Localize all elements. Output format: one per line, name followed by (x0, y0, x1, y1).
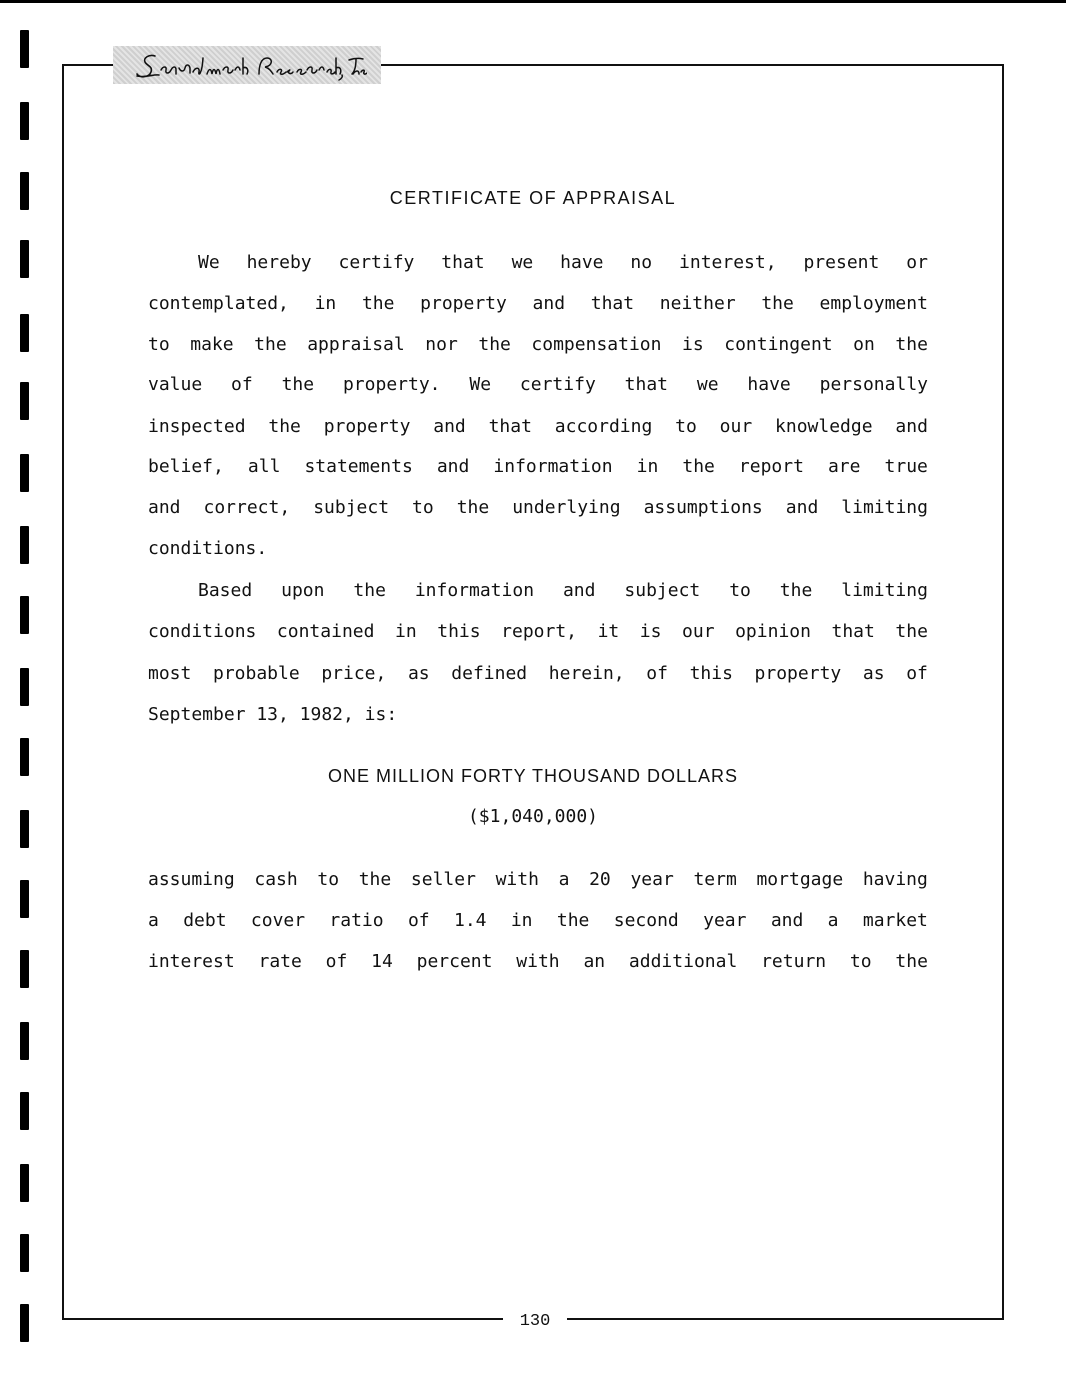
word: is: (364, 704, 398, 725)
word: contingent (724, 334, 833, 355)
word: we (511, 252, 534, 273)
word: and (433, 416, 466, 437)
text-line (148, 704, 928, 726)
appraised-value-figure: ($1,040,000) (467, 806, 599, 827)
top-edge-rule (0, 0, 1066, 3)
word: the (361, 293, 395, 314)
binding-mark (20, 314, 29, 352)
word: probable (212, 663, 300, 684)
word: certify (338, 252, 415, 273)
word: September (148, 704, 246, 725)
word: year (630, 869, 674, 890)
word: conditions (148, 621, 257, 642)
word: to (729, 580, 751, 601)
text-line (148, 293, 928, 315)
word: value (148, 374, 203, 395)
binding-mark (20, 1304, 29, 1342)
word: defined (451, 663, 528, 684)
word: second (613, 910, 679, 931)
word: as (407, 663, 430, 684)
word: We (198, 252, 220, 273)
word: the (268, 416, 301, 437)
word: with (516, 951, 560, 972)
word: year (703, 910, 747, 931)
word: the (895, 334, 928, 355)
word: have (560, 252, 604, 273)
word: a (148, 910, 159, 931)
word: and (532, 293, 566, 314)
word: a (827, 910, 839, 931)
word: interest (148, 951, 235, 972)
word: that (590, 293, 635, 314)
word: of (646, 663, 668, 684)
word: to (849, 951, 872, 972)
word: and (785, 497, 819, 518)
word: percent (416, 951, 493, 972)
word: correct, (203, 497, 291, 518)
word: is (682, 334, 704, 355)
text-line (148, 456, 928, 478)
word: belief, (148, 456, 224, 477)
word: the (779, 580, 813, 601)
word: conditions. (148, 538, 268, 559)
word: report, (501, 621, 578, 642)
word: true (884, 456, 928, 477)
word: and (562, 580, 596, 601)
word: of (231, 374, 253, 395)
word: price, (321, 663, 387, 684)
word: limiting (841, 580, 928, 601)
word: the (895, 951, 928, 972)
word: subject (313, 497, 390, 518)
text-line (148, 869, 928, 891)
word: information (414, 580, 535, 601)
word: appraisal (307, 334, 405, 355)
binding-mark (20, 240, 29, 278)
text-line (148, 334, 928, 356)
word: 20 (589, 869, 611, 890)
word: Based (198, 580, 253, 601)
word: the (281, 374, 315, 395)
word: underlying (512, 497, 621, 518)
word: this (437, 621, 481, 642)
word: personally (819, 374, 928, 395)
binding-mark (20, 382, 29, 420)
document-title: CERTIFICATE OF APPRAISAL (389, 188, 677, 208)
binding-mark (20, 1234, 29, 1272)
word: subject (624, 580, 701, 601)
binding-mark (20, 30, 29, 68)
word: in (395, 621, 417, 642)
word: and (770, 910, 804, 931)
word: or (906, 252, 928, 273)
word: contained (276, 621, 375, 642)
binding-mark (20, 1092, 29, 1130)
text-line (148, 951, 928, 973)
word: that (831, 621, 875, 642)
word: market (862, 910, 928, 931)
text-line (148, 416, 928, 438)
page-number: 130 (519, 1311, 551, 1331)
word: limiting (841, 497, 928, 518)
word: no (630, 252, 653, 273)
word: to (317, 869, 340, 890)
word: neither (659, 293, 736, 314)
word: our (719, 416, 753, 437)
word: and (148, 497, 181, 518)
text-line (148, 497, 928, 519)
word: to (148, 334, 170, 355)
word: property (754, 663, 842, 684)
word: that (488, 416, 532, 437)
word: to (675, 416, 697, 437)
text-line (148, 621, 928, 643)
word: 13, (256, 704, 289, 725)
binding-mark (20, 454, 29, 492)
binding-mark (20, 1164, 29, 1202)
binding-mark (20, 102, 29, 140)
word: inspected (148, 416, 246, 437)
word: cash (254, 869, 298, 890)
word: compensation (531, 334, 662, 355)
word: We (469, 374, 492, 395)
word: in (636, 456, 659, 477)
word: the (761, 293, 794, 314)
word: are (827, 456, 861, 477)
word: debt (183, 910, 227, 931)
word: a (558, 869, 570, 890)
word: that (624, 374, 668, 395)
word: information (493, 456, 613, 477)
word: opinion (735, 621, 811, 642)
word: to (412, 497, 434, 518)
word: the (556, 910, 590, 931)
word: of (906, 663, 928, 684)
word: have (747, 374, 791, 395)
text-line (198, 580, 928, 602)
word: the (358, 869, 392, 890)
word: assumptions (643, 497, 763, 518)
word: and (895, 416, 928, 437)
word: we (696, 374, 719, 395)
word: herein, (548, 663, 625, 684)
word: all (247, 456, 281, 477)
word: property (323, 416, 411, 437)
word: term (693, 869, 737, 890)
word: hereby (246, 252, 312, 273)
word: the (682, 456, 715, 477)
word: of (325, 951, 348, 972)
word: make (190, 334, 234, 355)
word: the (478, 334, 511, 355)
word: the (353, 580, 386, 601)
word: as (862, 663, 885, 684)
word: property. (342, 374, 441, 395)
binding-mark (20, 880, 29, 918)
word: ratio (329, 910, 384, 931)
word: this (689, 663, 733, 684)
word: according (554, 416, 653, 437)
page-number-box (503, 1307, 567, 1335)
word: in (314, 293, 337, 314)
word: our (682, 621, 715, 642)
text-line (198, 252, 928, 274)
word: assuming (148, 869, 235, 890)
word: seller (410, 869, 476, 890)
word: nor (425, 334, 458, 355)
binding-mark (20, 596, 29, 634)
word: 14 (371, 951, 393, 972)
word: additional (628, 951, 738, 972)
word: with (495, 869, 539, 890)
word: property (420, 293, 507, 314)
word: statements (304, 456, 413, 477)
word: an (583, 951, 606, 972)
word: the (895, 621, 928, 642)
word: present (803, 252, 880, 273)
binding-mark (20, 668, 29, 706)
word: the (254, 334, 287, 355)
word: mortgage (756, 869, 844, 890)
word: most (148, 663, 192, 684)
word: having (862, 869, 928, 890)
appraised-value-words: ONE MILLION FORTY THOUSAND DOLLARS (327, 766, 739, 786)
word: that (441, 252, 485, 273)
word: of (407, 910, 430, 931)
binding-mark (20, 1022, 29, 1060)
word: on (853, 334, 875, 355)
word: report (738, 456, 804, 477)
word: employment (819, 293, 928, 314)
word: contemplated, (148, 293, 289, 314)
binding-mark (20, 526, 29, 564)
word: knowledge (775, 416, 873, 437)
text-line (148, 910, 928, 932)
word: it (597, 621, 620, 642)
word: upon (281, 580, 325, 601)
binding-mark (20, 950, 29, 988)
word: rate (258, 951, 302, 972)
word: is (639, 621, 662, 642)
word: return (761, 951, 827, 972)
script-logo-lettering (127, 48, 367, 82)
word: and (436, 456, 470, 477)
word: 1982, (299, 704, 354, 725)
word: interest, (679, 252, 777, 273)
word: 1.4 (453, 910, 487, 931)
word: cover (250, 910, 306, 931)
text-line (148, 538, 928, 560)
word: certify (519, 374, 596, 395)
text-line (148, 663, 928, 685)
word: in (510, 910, 533, 931)
word: the (456, 497, 490, 518)
text-line (148, 374, 928, 396)
company-logo (113, 46, 381, 84)
